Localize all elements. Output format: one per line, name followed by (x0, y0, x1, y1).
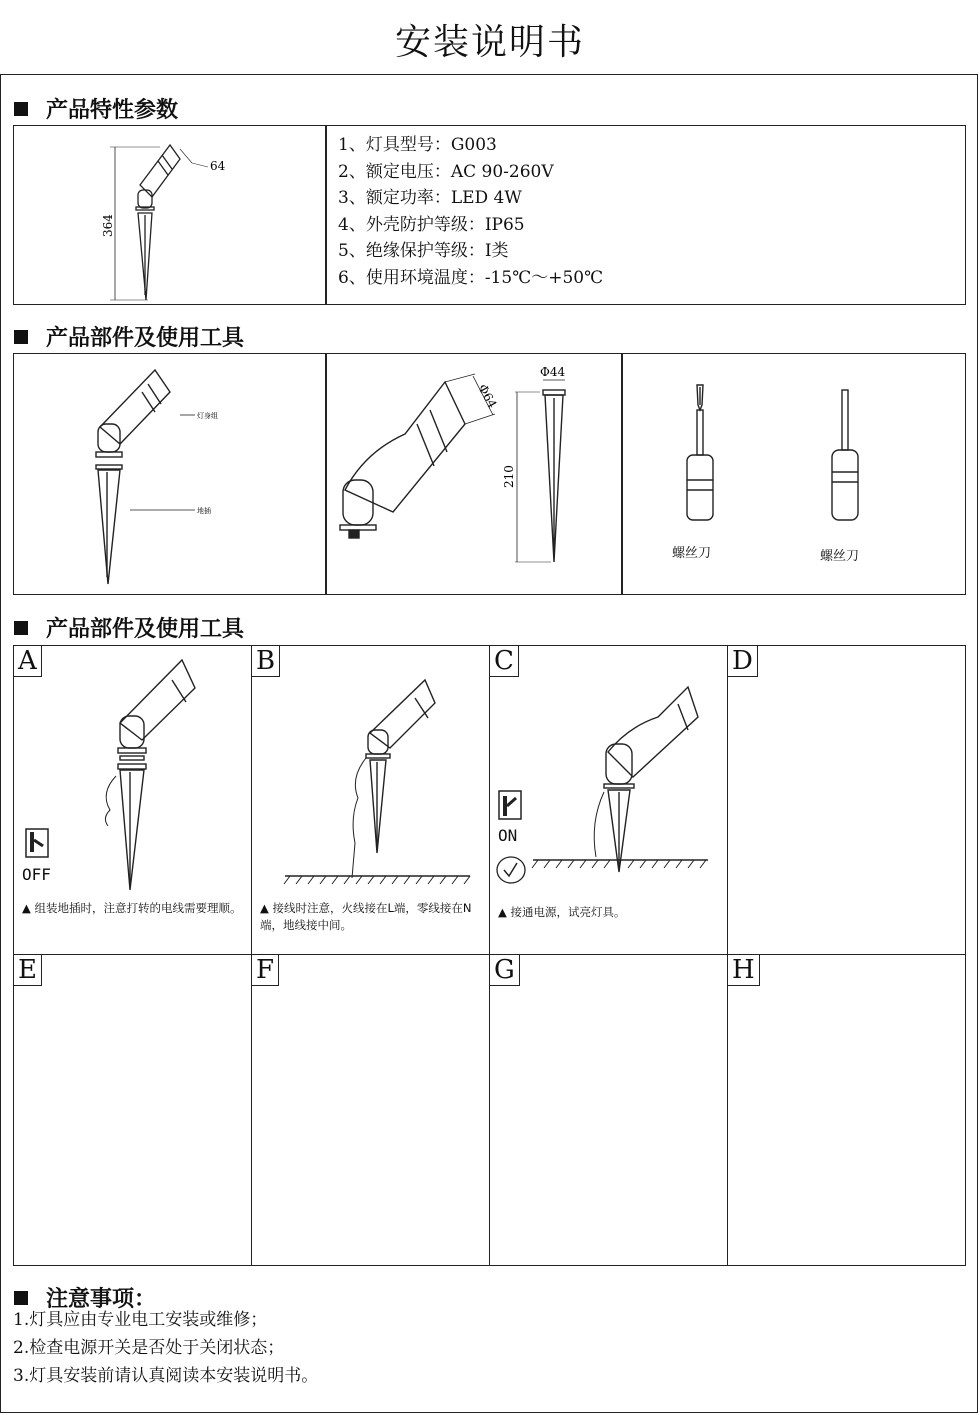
square-bullet-icon (14, 102, 28, 116)
step-letter: B (252, 646, 280, 677)
specs-divider (325, 125, 327, 305)
dim-spike-diameter-label: Φ44 (540, 365, 566, 379)
document-title: 安装说明书 (394, 22, 585, 63)
step-cell-f (251, 954, 490, 1266)
step-cell-g (489, 954, 728, 1266)
switch-on-label: ON (498, 826, 518, 845)
spec-temperature: 6、使用环境温度：-15℃～+50℃ (338, 267, 604, 288)
spec-power: 3、额定功率：LED 4W (338, 188, 522, 208)
notes-title-text: 注意事项： (46, 1287, 157, 1312)
note-item: 2.检查电源开关是否处于关闭状态； (13, 1338, 285, 1358)
dim-height-label: 364 (101, 214, 115, 237)
step-letter: G (490, 955, 520, 986)
note-item: 3.灯具安装前请认真阅读本安装说明书。 (13, 1366, 319, 1386)
step-cell-h (727, 954, 966, 1266)
step-c-drawing (528, 682, 718, 882)
spec-voltage: 2、额定电压：AC 90-260V (338, 161, 554, 182)
square-bullet-icon (14, 621, 28, 635)
ground-spike-label: 地插 (197, 507, 211, 515)
switch-on-icon (498, 790, 522, 820)
step-cell-e (13, 954, 252, 1266)
switch-off-icon (25, 828, 49, 858)
step-b-caption: ▲ 接线时注意，火线接在L端，零线接在N端，地线接中间。 (260, 901, 472, 932)
step-c-caption: ▲ 接通电源，试亮灯具。 (498, 905, 626, 919)
step-letter: H (728, 955, 760, 986)
note-item: 1.灯具应由专业电工安装或维修； (13, 1310, 268, 1330)
section-title-text: 产品部件及使用工具 (46, 617, 245, 642)
exploded-parts-drawing (60, 362, 280, 590)
square-bullet-icon (14, 330, 28, 344)
dim-spike-length-label: 210 (502, 465, 516, 488)
parts-divider-1 (325, 353, 327, 595)
check-circle-icon (495, 855, 527, 885)
dim-diameter-label: Φ64 (475, 381, 500, 411)
step-a-caption: ▲ 组装地插时，注意打转的电线需要理顺。 (22, 901, 242, 915)
spec-ip-rating: 4、外壳防护等级：IP65 (338, 214, 525, 235)
notes-list (13, 1306, 318, 1390)
spec-model: 1、灯具型号：G003 (338, 135, 497, 155)
tool-label-2: 螺丝刀 (820, 549, 860, 564)
step-b-drawing (280, 678, 480, 888)
section-title-specs (14, 93, 178, 124)
spec-list (338, 132, 603, 291)
section-title-text: 产品特性参数 (46, 98, 179, 123)
screwdriver-flat-icon (825, 390, 865, 525)
section-title-steps (14, 612, 244, 643)
section-title-parts (14, 321, 244, 352)
dim-width-label: 64 (210, 159, 226, 173)
screwdriver-phillips-icon (680, 385, 720, 525)
step-a-drawing (90, 658, 210, 893)
step-letter: D (728, 646, 758, 677)
parts-divider-2 (621, 353, 623, 595)
tool-label-1: 螺丝刀 (672, 546, 712, 561)
step-letter: F (252, 955, 279, 986)
switch-off-label: OFF (22, 865, 51, 884)
spec-insulation: 5、绝缘保护等级：I类 (338, 241, 509, 261)
step-letter: A (14, 646, 42, 677)
step-letter: E (14, 955, 42, 986)
section-title-text: 产品部件及使用工具 (46, 326, 245, 351)
lamp-body-label: 灯身组 (197, 412, 218, 420)
square-bullet-icon (14, 1291, 28, 1305)
lamp-dimension-drawing (100, 135, 240, 305)
parts-dimension-drawing (335, 362, 615, 590)
step-letter: C (490, 646, 519, 677)
step-cell-d (727, 645, 966, 955)
